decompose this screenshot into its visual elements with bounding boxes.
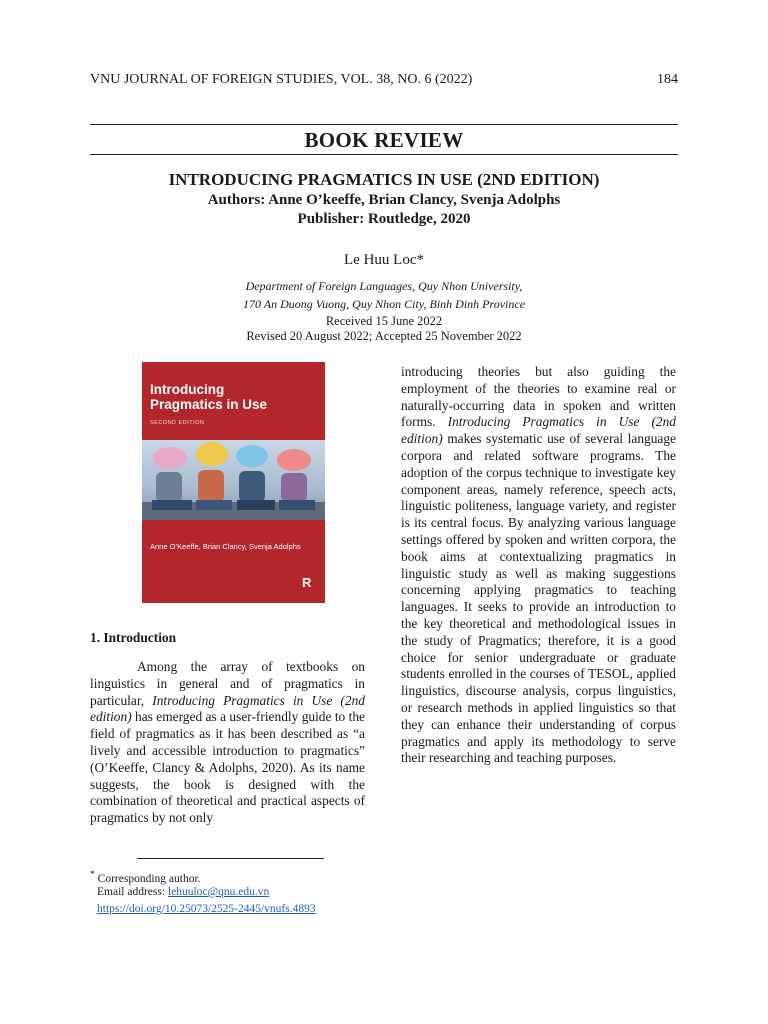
footnote-rule bbox=[137, 858, 324, 859]
footnote-marker: * bbox=[90, 869, 95, 880]
book-publisher: Publisher: Routledge, 2020 bbox=[297, 211, 471, 227]
book-title-italic: Introducing Pragmatics in Use (2nd edition) bbox=[401, 414, 676, 447]
affiliation-line-2: 170 An Duong Vuong, Quy Nhon City, Binh Dinh Province bbox=[242, 297, 526, 311]
received-date: Received 15 June 2022 bbox=[325, 314, 443, 328]
routledge-logo-icon: R bbox=[302, 575, 312, 590]
section-heading-introduction: 1. Introduction bbox=[90, 630, 177, 645]
bottom-rule bbox=[90, 154, 678, 155]
cover-photo bbox=[142, 440, 325, 520]
journal-name: VNU JOURNAL OF FOREIGN STUDIES, VOL. 38, NO. 6 (2022) bbox=[90, 72, 473, 87]
footnote-email bbox=[97, 884, 397, 901]
running-header bbox=[90, 72, 678, 88]
footnote-text: Corresponding author. bbox=[97, 872, 201, 885]
top-rule bbox=[90, 124, 678, 125]
section-title: BOOK REVIEW bbox=[304, 128, 464, 152]
intro-paragraph bbox=[90, 659, 365, 827]
text-segment: makes systematic use of several language corpora and related software programs. The adoption of the corpus technique to investigate key component areas, namely reference, speech acts, linguistic politeness, language variety, and register is its central focus. By analyzing various language settings offered by spoken and written corpora, the book aims at contextualizing pragmatics in linguistic study as well as making suggestions concerning applying pragmatics to teaching languages. It seeks to provide an introduction to the key theoretical and methodological issues in the study of Pragmatics; therefore, it is a good choice for senior undergraduate or graduate students enrolled in the courses of TESOL, applied linguistics, discourse analysis, corpus linguistics, or research methods in applied linguistics so that they can enhance their understanding of corpus pragmatics and apply its methodology to serve their researching and teaching purposes. bbox=[401, 431, 676, 766]
revised-accepted-dates: Revised 20 August 2022; Accepted 25 November 2022 bbox=[246, 329, 522, 343]
cover-title bbox=[150, 382, 267, 412]
book-title: INTRODUCING PRAGMATICS IN USE (2ND EDITION) bbox=[168, 170, 600, 189]
page-number: 184 bbox=[657, 72, 678, 87]
left-column bbox=[90, 659, 365, 827]
email-link[interactable]: lehuuloc@qnu.edu.vn bbox=[167, 886, 270, 898]
cover-edition: SECOND EDITION bbox=[150, 420, 205, 426]
book-authors: Authors: Anne O’keeffe, Brian Clancy, Svenja Adolphs bbox=[207, 192, 561, 208]
cover-authors: Anne O’Keeffe, Brian Clancy, Svenja Adolphs bbox=[150, 542, 301, 551]
cover-title-line-2: Pragmatics in Use bbox=[150, 397, 268, 412]
text-segment: Among the array of textbooks on linguistics in general and of pragmatics in particular, bbox=[90, 659, 365, 708]
people-with-speech-bubbles-illustration bbox=[142, 440, 325, 520]
doi-link[interactable]: https://doi.org/10.25073/2525-2445/vnufs.4893 bbox=[97, 903, 316, 915]
cover-title-line-1: Introducing bbox=[150, 382, 225, 397]
text-segment: has emerged as a user-friendly guide to the field of pragmatics as it has been described as “a lively and accessible introduction to pragmatics” (O’Keeffe, Clancy & Adolphs, 2020). As its name suggests, the book is designed with the combination of theoretical and practical aspects of pragmatics by not only bbox=[90, 709, 365, 826]
text-segment: introducing theories but also guiding the employment of the theories to examine real or naturally-occurring data in spoken and written forms. bbox=[401, 364, 676, 430]
book-title-italic: Introducing Pragmatics in Use (2nd edition) bbox=[90, 692, 365, 725]
right-column bbox=[401, 364, 676, 767]
intro-paragraph-continued bbox=[401, 364, 676, 767]
email-label: Email address: bbox=[97, 886, 168, 898]
affiliation-line-1: Department of Foreign Languages, Quy Nhon University, bbox=[245, 279, 523, 293]
footnote-doi bbox=[97, 901, 397, 918]
book-cover-image bbox=[142, 362, 325, 603]
reviewer-name: Le Huu Loc* bbox=[344, 252, 424, 268]
